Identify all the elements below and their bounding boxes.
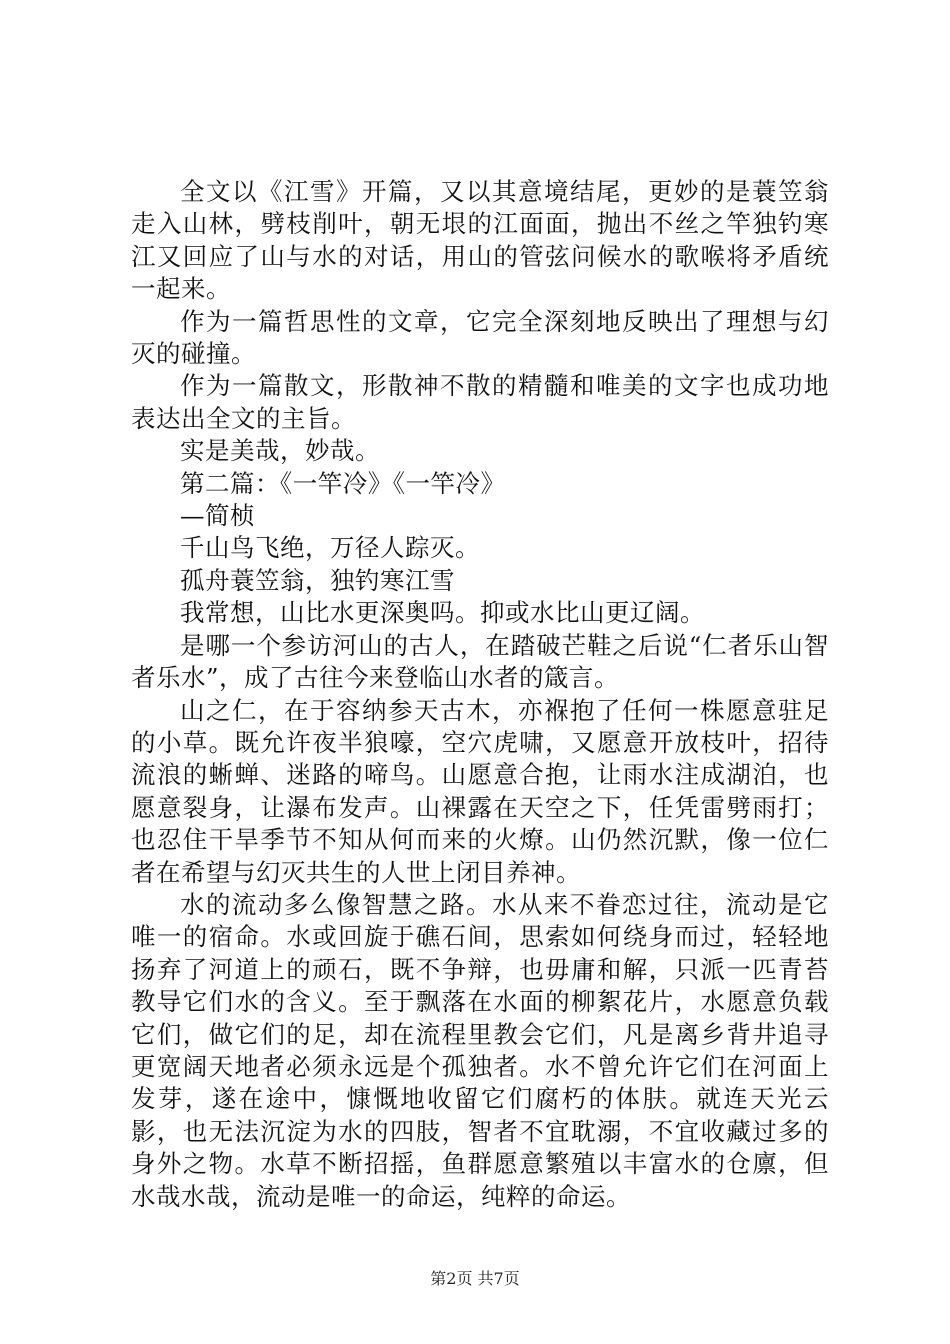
- poem-line-1: 千山鸟飞绝，万径人踪灭。: [180, 533, 480, 563]
- paragraph-question: 我常想，山比水更深奥吗。抑或水比山更辽阔。: [180, 598, 705, 628]
- section-heading: 第二篇：《一竿冷》《一竿冷》: [180, 468, 506, 498]
- paragraph-praise: 实是美哉，妙哉。: [180, 436, 380, 466]
- paragraph-mountain: 山之仁，在于容纳参天古木，亦褓抱了任何一株愿意驻足的小草。既允许夜半狼嚎，空穴虎啸，又愿意开放枝叶，招待流浪的蜥蝉、迷路的啼鸟。山愿意合抱，让雨水注成湖泊，也愿意裂身，让瀑布发声。山裸露在天空之下，任凭雷劈雨打；也忍住干旱季节不知从何而来的火燎。山仍然沉默，像一位仁者在希望与幻灭共生的人世上闭目养神。: [131, 695, 829, 887]
- poem-line-2: 孤舟蓑笠翁，独钓寒江雪: [180, 565, 455, 595]
- paragraph-intro-summary: 全文以《江雪》开篇，又以其意境结尾，更妙的是蓑笠翁走入山林，劈枝削叶，朝无垠的江面面，抛出不丝之竿独钓寒江又回应了山与水的对话，用山的管弦问候水的歌喉将矛盾统一起来。: [131, 177, 829, 304]
- paragraph-prose: 作为一篇散文，形散神不散的精髓和唯美的文字也成功地表达出全文的主旨。: [131, 371, 829, 433]
- paragraph-water: 水的流动多么像智慧之路。水从来不眷恋过往，流动是它唯一的宿命。水或回旋于礁石间，思索如何绕身而过，轻轻地扬弃了河道上的顽石，既不争辩，也毋庸和解，只派一匹青苔教导它们水的含义。至于飘落在水面的柳絮花片，水愿意负载它们，做它们的足，却在流程里教会它们，凡是离乡背井追寻更宽阔天地者必须永远是个孤独者。水不曾允许它们在河面上发芽，遂在途中，慷慨地收留它们腐朽的体肤。就连天光云影，也无法沉淀为水的四肢，智者不宜耽溺，不宜收藏过多的身外之物。水草不断招摇，鱼群愿意繁殖以丰富水的仓廪，但水哉水哉，流动是唯一的命运，纯粹的命运。: [131, 889, 829, 1211]
- document-body: [131, 176, 829, 1213]
- author-line: —简桢: [180, 501, 255, 531]
- paragraph-philosophy: 作为一篇哲思性的文章，它完全深刻地反映出了理想与幻灭的碰撞。: [131, 306, 829, 369]
- page-number-footer: 第2页 共7页: [430, 1269, 520, 1288]
- paragraph-ancient-saying: 是哪一个参访河山的古人，在踏破芒鞋之后说“仁者乐山智者乐水”，成了古往今来登临山水者的箴言。: [131, 630, 829, 693]
